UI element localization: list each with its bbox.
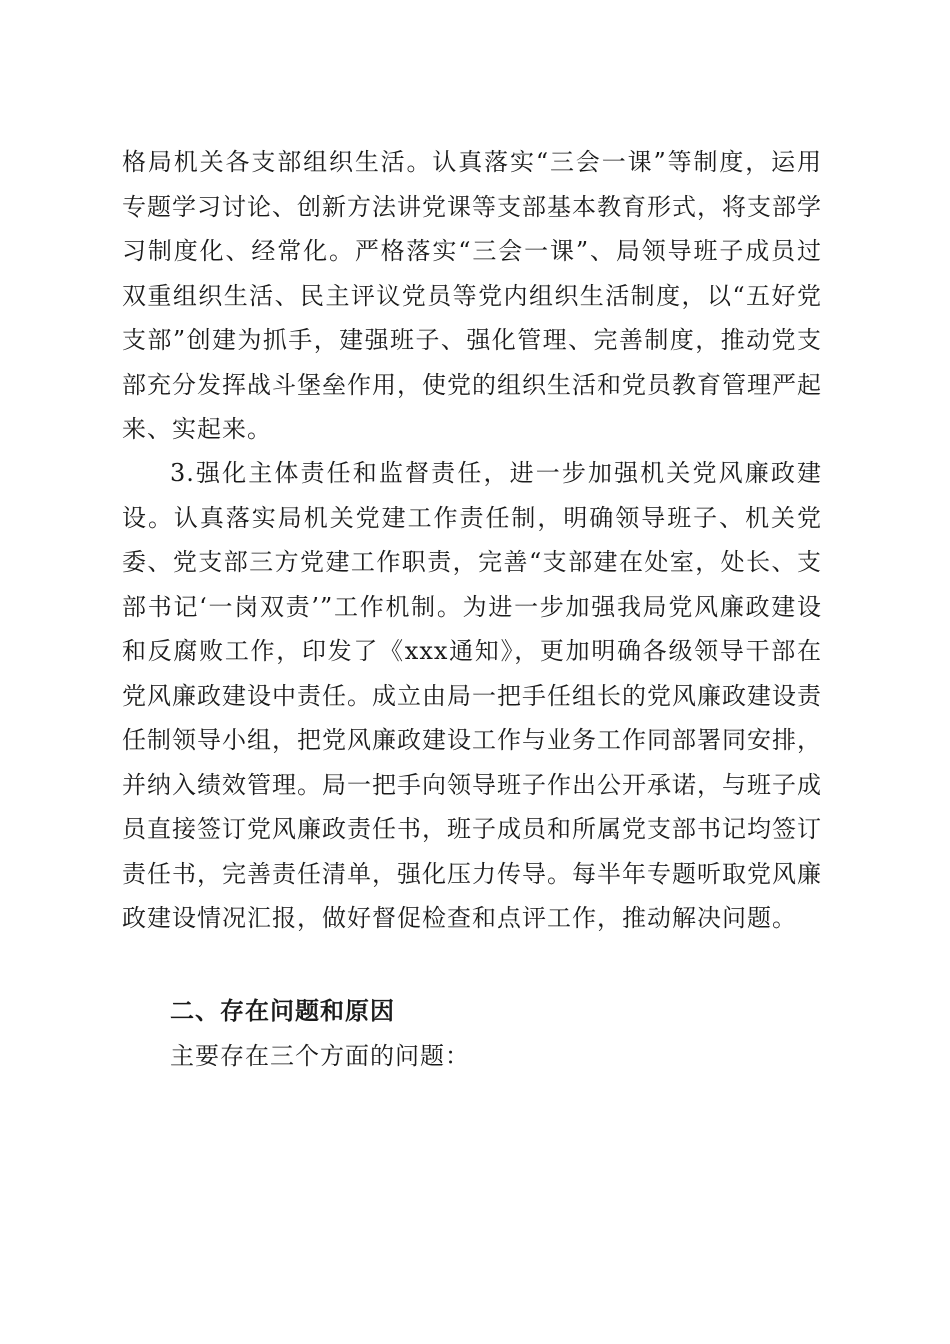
body-paragraph-3: 3.强化主体责任和监督责任，进一步加强机关党风廉政建设。认真落实局机关党建工作责任制，明确领导班子、机关党委、党支部三方党建工作职责，完善“支部建在处室，处长、支部书记‘一岗双责’”工作机制。为进一步加强我局党风廉政建设和反腐败工作，印发了《xxx通知》，更加明确各级领导干部在党风廉政建设中责任。成立由局一把手任组长的党风廉政建设责任制领导小组，把党风廉政建设工作与业务工作同部署同安排，并纳入绩效管理。局一把手向领导班子作出公开承诺，与班子成员直接签订党风廉政责任书，班子成员和所属党支部书记均签订责任书，完善责任清单，强化压力传导。每半年专题听取党风廉政建设情况汇报，做好督促检查和点评工作，推动解决问题。 <box>122 459 822 932</box>
section-intro: 主要存在三个方面的问题： <box>170 1042 470 1070</box>
section-heading: 二、存在问题和原因 <box>170 997 395 1025</box>
body-paragraph-continued: 格局机关各支部组织生活。认真落实“三会一课”等制度，运用专题学习讨论、创新方法讲党课等支部基本教育形式，将支部学习制度化、经常化。严格落实“三会一课”、局领导班子成员过双重组织生活、民主评议党员等党内组织生活制度，以“五好党支部”创建为抓手，建强班子、强化管理、完善制度，推动党支部充分发挥战斗堡垒作用，使党的组织生活和党员教育管理严起来、实起来。 <box>122 148 822 443</box>
